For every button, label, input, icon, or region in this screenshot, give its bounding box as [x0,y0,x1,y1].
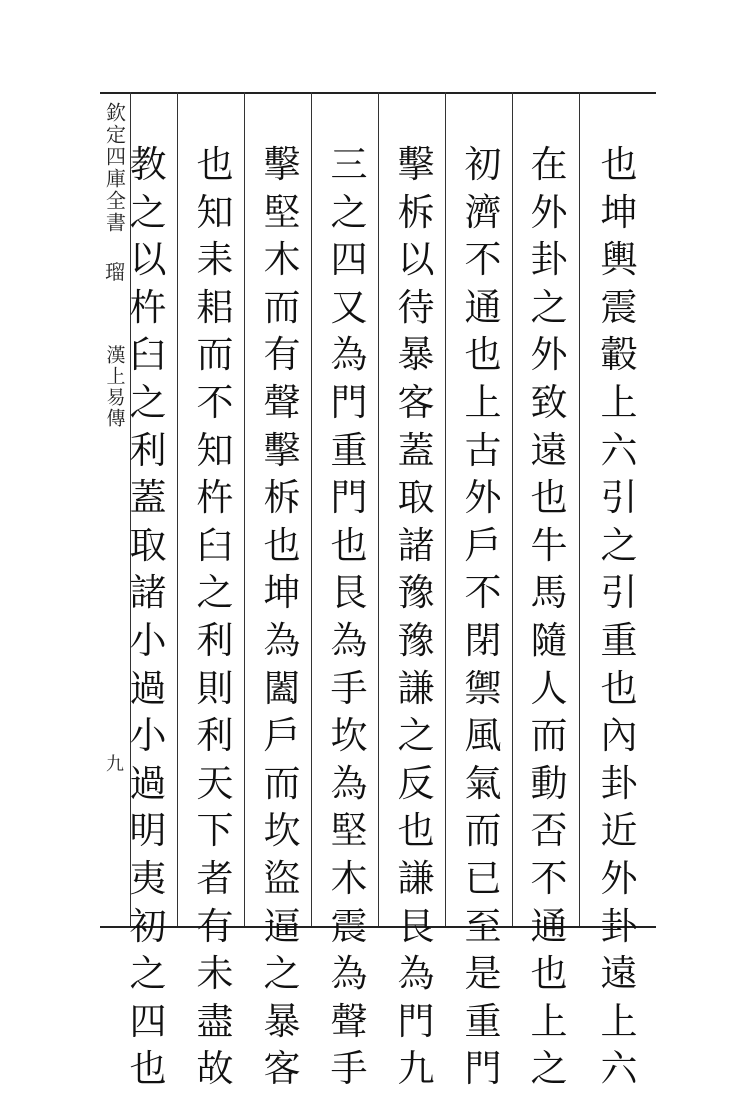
text-character: 教 [129,143,167,186]
text-character: 諸 [397,523,435,567]
text-character: 內 [600,714,638,758]
text-character: 也 [263,523,301,567]
text-column-6 [255,143,309,1098]
text-character: 不 [530,856,568,900]
text-character: 近 [600,809,638,853]
text-character: 也 [196,143,234,186]
column-rule [512,92,513,926]
text-character: 杵 [196,476,234,520]
text-character: 不 [464,571,502,615]
column-rule [378,92,379,926]
fish-tail-mark: 瑠 [105,260,125,284]
text-character: 諸 [129,571,167,615]
text-character: 之 [263,952,301,996]
text-character: 取 [397,476,435,520]
text-character: 坎 [263,809,301,853]
text-character: 天 [196,761,234,805]
text-character: 暴 [397,333,435,377]
column-rule [579,92,580,926]
text-character: 輿 [600,238,638,282]
text-character: 之 [129,952,167,996]
text-character: 門 [330,476,368,520]
text-character: 震 [330,904,368,948]
text-character: 通 [464,285,502,329]
text-character: 風 [464,714,502,758]
text-character: 盡 [196,999,234,1043]
text-character: 有 [196,904,234,948]
text-character: 在 [530,143,568,186]
text-character: 聲 [330,999,368,1043]
text-character: 戶 [263,714,301,758]
text-character: 牛 [530,523,568,567]
text-character: 閉 [464,618,502,662]
text-character: 也 [530,952,568,996]
text-character: 也 [600,143,638,186]
text-column-4 [389,143,443,1098]
text-character: 六 [600,428,638,472]
text-character: 柝 [263,476,301,520]
text-character: 小 [129,618,167,662]
margin-page-number: 九 [106,754,124,775]
text-character: 初 [129,904,167,948]
text-character: 之 [129,380,167,424]
text-character: 四 [129,999,167,1043]
text-character: 而 [530,714,568,758]
text-character: 上 [464,380,502,424]
text-character: 坎 [330,714,368,758]
text-character: 之 [397,714,435,758]
text-character: 手 [330,666,368,710]
text-character: 艮 [330,571,368,615]
text-character: 也 [464,333,502,377]
margin-title: 欽定四庫全書 [102,102,127,234]
text-character: 震 [600,285,638,329]
text-character: 遠 [600,952,638,996]
text-character: 也 [330,523,368,567]
text-character: 否 [530,809,568,853]
text-character: 之 [129,190,167,234]
text-column-8 [121,143,175,1098]
text-character: 而 [263,761,301,805]
text-character: 擊 [263,428,301,472]
text-character: 重 [330,428,368,472]
text-character: 古 [464,428,502,472]
text-character: 逼 [263,904,301,948]
text-character: 之 [196,571,234,615]
text-character: 引 [600,571,638,615]
margin-book-title: 漢上易傳 [103,345,126,429]
text-column-5 [322,143,376,1098]
text-character: 門 [330,380,368,424]
text-character: 手 [330,1047,368,1091]
text-character: 也 [397,809,435,853]
text-character: 六 [600,1047,638,1091]
text-character: 堅 [330,809,368,853]
text-character: 門 [397,999,435,1043]
text-character: 之 [600,523,638,567]
text-character: 為 [330,952,368,996]
text-character: 謙 [397,666,435,710]
text-character: 杵 [129,285,167,329]
text-character: 卦 [600,904,638,948]
text-character: 知 [196,428,234,472]
text-character: 豫 [397,618,435,662]
text-character: 擊 [263,143,301,186]
text-character: 外 [530,333,568,377]
text-character: 利 [196,714,234,758]
text-character: 外 [600,856,638,900]
column-rule [311,92,312,926]
text-character: 豫 [397,571,435,615]
text-character: 轂 [600,333,638,377]
text-character: 則 [196,666,234,710]
text-character: 九 [397,1047,435,1091]
text-character: 動 [530,761,568,805]
text-character: 不 [196,380,234,424]
text-character: 卦 [600,761,638,805]
text-character: 取 [129,523,167,567]
text-character: 聲 [263,380,301,424]
text-character: 初 [464,143,502,186]
text-character: 有 [263,333,301,377]
text-character: 為 [330,618,368,662]
text-character: 濟 [464,190,502,234]
text-character: 馬 [530,571,568,615]
text-character: 以 [397,238,435,282]
text-character: 明 [129,809,167,853]
text-character: 至 [464,904,502,948]
text-character: 卦 [530,238,568,282]
text-character: 上 [530,999,568,1043]
text-character: 過 [129,666,167,710]
text-character: 故 [196,1047,234,1091]
column-rule [445,92,446,926]
text-character: 臼 [129,333,167,377]
text-character: 而 [263,285,301,329]
text-character: 未 [196,952,234,996]
text-character: 通 [530,904,568,948]
text-character: 為 [330,333,368,377]
text-character: 外 [464,476,502,520]
text-character: 坤 [263,571,301,615]
text-character: 擊 [397,143,435,186]
text-character: 又 [330,285,368,329]
text-column-7 [188,143,242,1098]
text-character: 重 [600,618,638,662]
column-rule [177,92,178,926]
text-character: 蓋 [129,476,167,520]
text-character: 為 [263,618,301,662]
text-character: 也 [600,666,638,710]
text-character: 引 [600,476,638,520]
text-character: 過 [129,761,167,805]
text-character: 耒 [196,238,234,282]
text-column-3 [456,143,510,1098]
text-character: 而 [196,333,234,377]
text-character: 隨 [530,618,568,662]
text-character: 蓋 [397,428,435,472]
text-character: 木 [263,238,301,282]
text-character: 也 [530,476,568,520]
text-character: 臼 [196,523,234,567]
text-character: 為 [330,761,368,805]
text-character: 下 [196,809,234,853]
text-character: 客 [397,380,435,424]
text-character: 也 [129,1047,167,1091]
text-character: 戶 [464,523,502,567]
text-character: 耜 [196,285,234,329]
text-character: 待 [397,285,435,329]
text-character: 客 [263,1047,301,1091]
text-column-2 [522,143,576,1098]
text-character: 艮 [397,904,435,948]
text-character: 知 [196,190,234,234]
text-character: 之 [530,285,568,329]
text-character: 者 [196,856,234,900]
text-character: 是 [464,952,502,996]
text-character: 外 [530,190,568,234]
text-character: 已 [464,856,502,900]
text-character: 盜 [263,856,301,900]
text-character: 不 [464,238,502,282]
column-rule [244,92,245,926]
text-character: 堅 [263,190,301,234]
text-character: 氣 [464,761,502,805]
text-character: 上 [600,380,638,424]
text-character: 三 [330,143,368,186]
text-character: 小 [129,714,167,758]
text-column-1 [592,143,646,1098]
text-character: 人 [530,666,568,710]
text-character: 禦 [464,666,502,710]
text-character: 利 [129,428,167,472]
text-character: 為 [397,952,435,996]
text-character: 坤 [600,190,638,234]
text-character: 暴 [263,999,301,1043]
text-character: 之 [530,1047,568,1091]
text-character: 四 [330,238,368,282]
text-character: 之 [330,190,368,234]
text-character: 利 [196,618,234,662]
text-character: 而 [464,809,502,853]
text-character: 門 [464,1047,502,1091]
text-character: 闔 [263,666,301,710]
text-character: 上 [600,999,638,1043]
text-character: 反 [397,761,435,805]
text-character: 木 [330,856,368,900]
text-character: 以 [129,238,167,282]
text-character: 重 [464,999,502,1043]
text-character: 致 [530,380,568,424]
text-character: 夷 [129,856,167,900]
text-character: 柝 [397,190,435,234]
text-character: 謙 [397,856,435,900]
text-character: 遠 [530,428,568,472]
